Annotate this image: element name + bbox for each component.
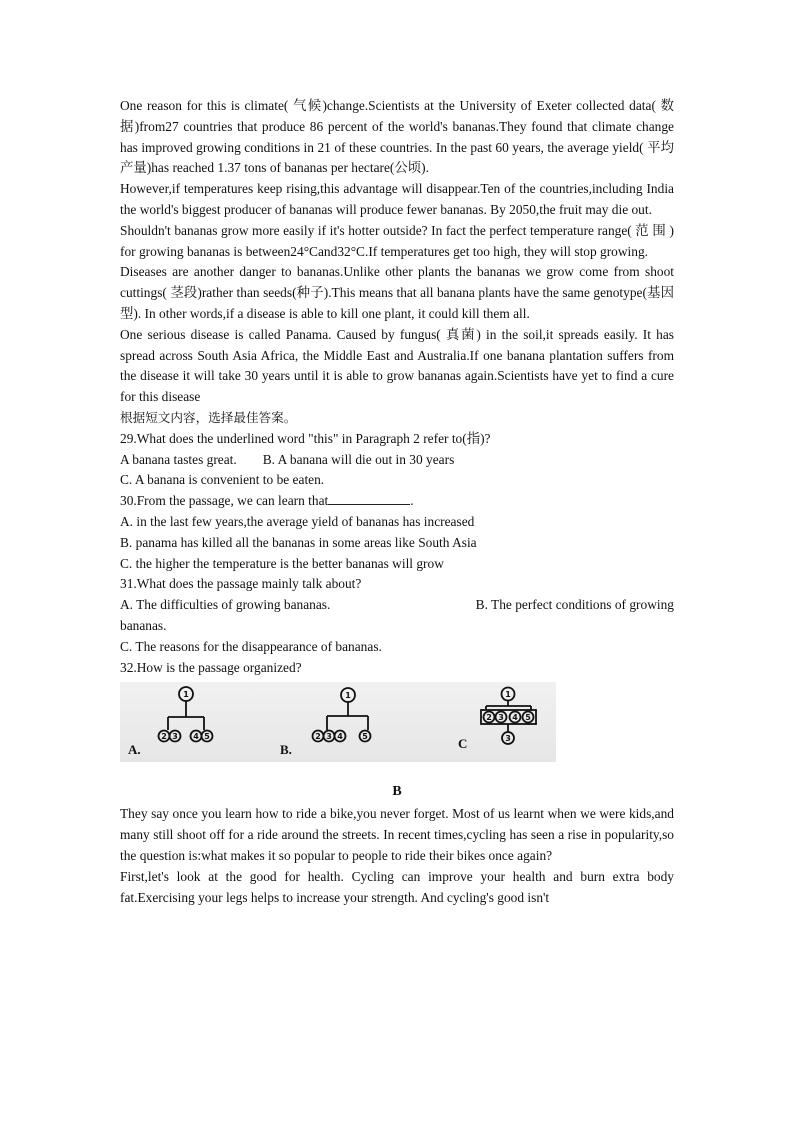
structure-diagrams-image	[120, 682, 556, 762]
passage-a-paragraph-3: Shouldn't bananas grow more easily if it's hotter outside? In fact the perfect temperature range( 范 围 ) for growing bananas is between24°Cand32°C.If temperatures get too high, they will stop growing.	[120, 222, 674, 259]
svg-text:2: 2	[161, 732, 167, 742]
question-32-stem: 32.How is the passage organized?	[120, 659, 302, 675]
worksheet-page	[120, 96, 674, 908]
passage-b-paragraph-1: They say once you learn how to ride a bike,you never forget. Most of us learnt when we were kids,and many still shoot off for a ride around the streets. In recent times,cycling has seen a rise in popularity,so the question is:what makes it so popular to people to ride their bikes once again?	[120, 806, 674, 863]
svg-text:3: 3	[505, 734, 511, 744]
question-31-stem: 31.What does the passage mainly talk about?	[120, 576, 362, 592]
svg-text:1: 1	[505, 690, 511, 700]
question-29-option-a: A banana tastes great.	[120, 451, 237, 467]
question-31-option-c: C. The reasons for the disappearance of bananas.	[120, 638, 382, 654]
question-29-option-b: B. A banana will die out in 30 years	[262, 451, 455, 467]
section-b-title: B	[392, 784, 402, 800]
structure-diagrams-svg	[120, 682, 556, 762]
question-30-stem-end: .	[410, 493, 414, 509]
diagram-a-node-1-label: 1	[183, 690, 189, 700]
diagram-a-label: A.	[128, 742, 141, 758]
diagram-b-label: B.	[280, 742, 292, 758]
question-29-options-ab	[120, 450, 674, 471]
svg-text:3: 3	[498, 713, 504, 723]
question-30-option-a: A. in the last few years,the average yield of bananas has increased	[120, 513, 475, 529]
question-31-option-a: A. The difficulties of growing bananas.	[120, 597, 331, 613]
svg-text:4: 4	[512, 713, 518, 723]
diagram-b	[280, 688, 371, 757]
svg-text:3: 3	[326, 732, 332, 742]
question-30-stem: 30.From the passage, we can learn that	[120, 493, 329, 509]
question-30-stem-line	[120, 491, 674, 512]
diagram-a	[128, 687, 213, 757]
passage-b-paragraph-2: First,let's look at the good for health. Cycling can improve your health and burn extra body fat.Exercising your legs helps to increase your strength. And cycling's good isn't	[120, 868, 674, 905]
question-31-option-b-cont: bananas.	[120, 617, 167, 633]
question-29-option-c: C. A banana is convenient to be eaten.	[120, 472, 325, 488]
svg-text:5: 5	[204, 732, 210, 742]
svg-text:2: 2	[486, 713, 492, 723]
passage-a-paragraph-5: One serious disease is called Panama. Caused by fungus( 真菌) in the soil,it spreads easily. It has spread across South Asia Africa, the Middle East and Australia.If one banana plantation suffers from the disease it will take 30 years until it is able to grow bananas again.Scientists have yet to find a cure for this disease	[120, 326, 674, 405]
answer-blank	[328, 492, 410, 505]
question-29-stem: 29.What does the underlined word "this" in Paragraph 2 refer to(指)?	[120, 430, 491, 446]
instruction-text: 根据短文内容，选择最佳答案。	[120, 409, 297, 425]
svg-text:4: 4	[337, 732, 343, 742]
passage-a-paragraph-2: However,if temperatures keep rising,this advantage will disappear.Ten of the countries,including India the world's biggest producer of bananas will produce fewer bananas. By 2050,the fruit may die out.	[120, 181, 674, 217]
diagram-c	[458, 688, 536, 752]
diagram-c-label: C	[458, 736, 468, 752]
question-31-options-ab	[120, 595, 674, 616]
passage-a-paragraph-1: One reason for this is climate( 气候)change.Scientists at the University of Exeter collected data( 数据)from27 countries that produce 86 percent of the world's bananas.They found that climate change has improved growing conditions in 21 of these countries. In the past 60 years, the average yield( 平均产量)has reached 1.37 tons of bananas per hectare(公顷).	[120, 98, 674, 176]
question-30-option-b: B. panama has killed all the bananas in some areas like South Asia	[120, 534, 477, 550]
svg-text:5: 5	[525, 713, 531, 723]
passage-a-paragraph-4: Diseases are another danger to bananas.Unlike other plants the bananas we grow come from shoot cuttings( 茎段)rather than seeds(种子).This means that all banana plants have the same genotype(基因型). In other words,if a disease is able to kill one plant, it could kill them all.	[120, 264, 674, 321]
svg-text:1: 1	[345, 691, 351, 701]
svg-text:2: 2	[315, 732, 321, 742]
question-31-option-b: B. The perfect conditions of growing	[475, 597, 674, 613]
svg-text:3: 3	[172, 732, 178, 742]
svg-text:5: 5	[362, 732, 368, 742]
svg-text:4: 4	[193, 732, 199, 742]
question-30-option-c: C. the higher the temperature is the better bananas will grow	[120, 555, 444, 571]
